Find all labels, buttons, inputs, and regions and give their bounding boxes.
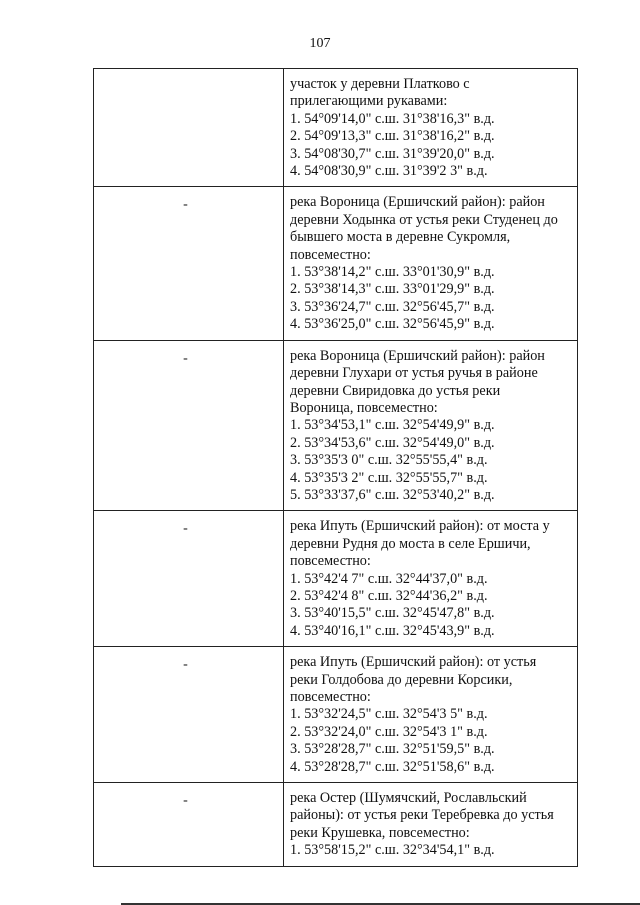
description-line: 4. 53°28'28,7" с.ш. 32°51'58,6" в.д. — [290, 758, 495, 775]
row-description-cell — [284, 647, 578, 783]
row-marker-cell — [94, 340, 284, 511]
description-line: реки Голдобова до деревни Корсики, — [290, 671, 513, 688]
description-line: 1. 53°38'14,2" с.ш. 33°01'30,9" в.д. — [290, 264, 495, 281]
description-line: деревни Свиридовка до устья реки — [290, 382, 501, 399]
description-line: 1. 53°34'53,1" с.ш. 32°54'49,9" в.д. — [290, 417, 495, 434]
row-marker-cell — [94, 69, 284, 187]
description-line: 4. 53°36'25,0" с.ш. 32°56'45,9" в.д. — [290, 316, 495, 333]
table-row — [94, 511, 578, 647]
row-description-cell — [284, 783, 578, 867]
description-line: повсеместно: — [290, 553, 371, 570]
page-number: 107 — [309, 36, 331, 51]
description-line: река Ипуть (Ершичский район): от моста у — [290, 518, 550, 535]
description-line: повсеместно: — [290, 689, 371, 705]
description-line: прилегающими рукавами: — [290, 93, 448, 110]
description-line: река Остер (Шумячский, Рославльский — [290, 790, 527, 807]
row-description — [284, 783, 577, 866]
description-line: река Ипуть (Ершичский район): от устья — [290, 654, 537, 671]
row-description — [284, 69, 577, 186]
description-line: районы): от устья реки Теребревка до устья — [290, 807, 554, 824]
description-line: река Вороница (Ершичский район): район — [290, 194, 545, 211]
description-line: 3. 53°28'28,7" с.ш. 32°51'59,5" в.д. — [290, 741, 495, 758]
description-line: 2. 54°09'13,3" с.ш. 31°38'16,2" в.д. — [290, 128, 495, 145]
row-description-cell — [284, 340, 578, 511]
row-marker — [94, 69, 283, 79]
row-description — [284, 341, 577, 511]
regulation-table — [93, 68, 578, 867]
row-description-cell — [284, 511, 578, 647]
description-line: реки Крушевка, повсеместно: — [290, 824, 470, 841]
description-line: повсеместно: — [290, 246, 371, 263]
row-marker: - — [183, 521, 188, 537]
row-marker-cell — [94, 647, 284, 783]
row-marker: - — [183, 657, 188, 673]
row-marker-cell — [94, 187, 284, 340]
table-row — [94, 647, 578, 783]
table-row — [94, 69, 578, 187]
description-line: 2. 53°32'24,0" с.ш. 32°54'3 1" в.д. — [290, 723, 488, 740]
description-line: 3. 53°40'15,5" с.ш. 32°45'47,8" в.д. — [290, 605, 495, 622]
description-line: 2. 53°42'4 8" с.ш. 32°44'36,2" в.д. — [290, 587, 488, 604]
description-line: 4. 54°08'30,9" с.ш. 31°39'2 3" в.д. — [290, 163, 488, 180]
description-line: участок у деревни Платково с — [290, 76, 470, 92]
description-line: Вороница, повсеместно: — [290, 399, 438, 416]
description-line: 1. 54°09'14,0" с.ш. 31°38'16,3" в.д. — [290, 110, 495, 127]
table-row — [94, 783, 578, 867]
table-row — [94, 187, 578, 340]
row-description — [284, 511, 577, 646]
description-line: 4. 53°40'16,1" с.ш. 32°45'43,9" в.д. — [290, 622, 495, 639]
row-marker: - — [183, 197, 188, 213]
description-line: 5. 53°33'37,6" с.ш. 32°53'40,2" в.д. — [290, 486, 495, 503]
description-line: бывшего моста в деревне Сукромля, — [290, 229, 511, 246]
description-line: река Вороница (Ершичский район): район — [290, 347, 545, 364]
description-line: 2. 53°34'53,6" с.ш. 32°54'49,0" в.д. — [290, 434, 495, 451]
row-description-cell — [284, 187, 578, 340]
description-line: 3. 54°08'30,7" с.ш. 31°39'20,0" в.д. — [290, 145, 495, 162]
description-line: 4. 53°35'3 2" с.ш. 32°55'55,7" в.д. — [290, 469, 488, 486]
row-marker-cell — [94, 511, 284, 647]
description-line: деревни Ходынка от устья реки Студенец до — [290, 211, 558, 228]
row-marker: - — [183, 350, 188, 366]
description-line: деревни Рудня до моста в селе Ершичи, — [290, 535, 531, 552]
description-line: 3. 53°36'24,7" с.ш. 32°56'45,7" в.д. — [290, 298, 495, 315]
description-line: 3. 53°35'3 0" с.ш. 32°55'55,4" в.д. — [290, 452, 488, 469]
description-line: деревни Глухари от устья ручья в районе — [290, 365, 538, 382]
row-description — [284, 187, 577, 339]
description-line: 1. 53°58'15,2" с.ш. 32°34'54,1" в.д. — [290, 842, 495, 859]
description-line: 1. 53°32'24,5" с.ш. 32°54'3 5" в.д. — [290, 706, 488, 723]
row-description — [284, 647, 577, 782]
row-marker-cell — [94, 783, 284, 867]
row-marker: - — [183, 793, 188, 809]
description-line: 2. 53°38'14,3" с.ш. 33°01'29,9" в.д. — [290, 281, 495, 298]
table-body — [94, 69, 578, 867]
description-line: 1. 53°42'4 7" с.ш. 32°44'37,0" в.д. — [290, 570, 488, 587]
table-row — [94, 340, 578, 511]
row-description-cell — [284, 69, 578, 187]
